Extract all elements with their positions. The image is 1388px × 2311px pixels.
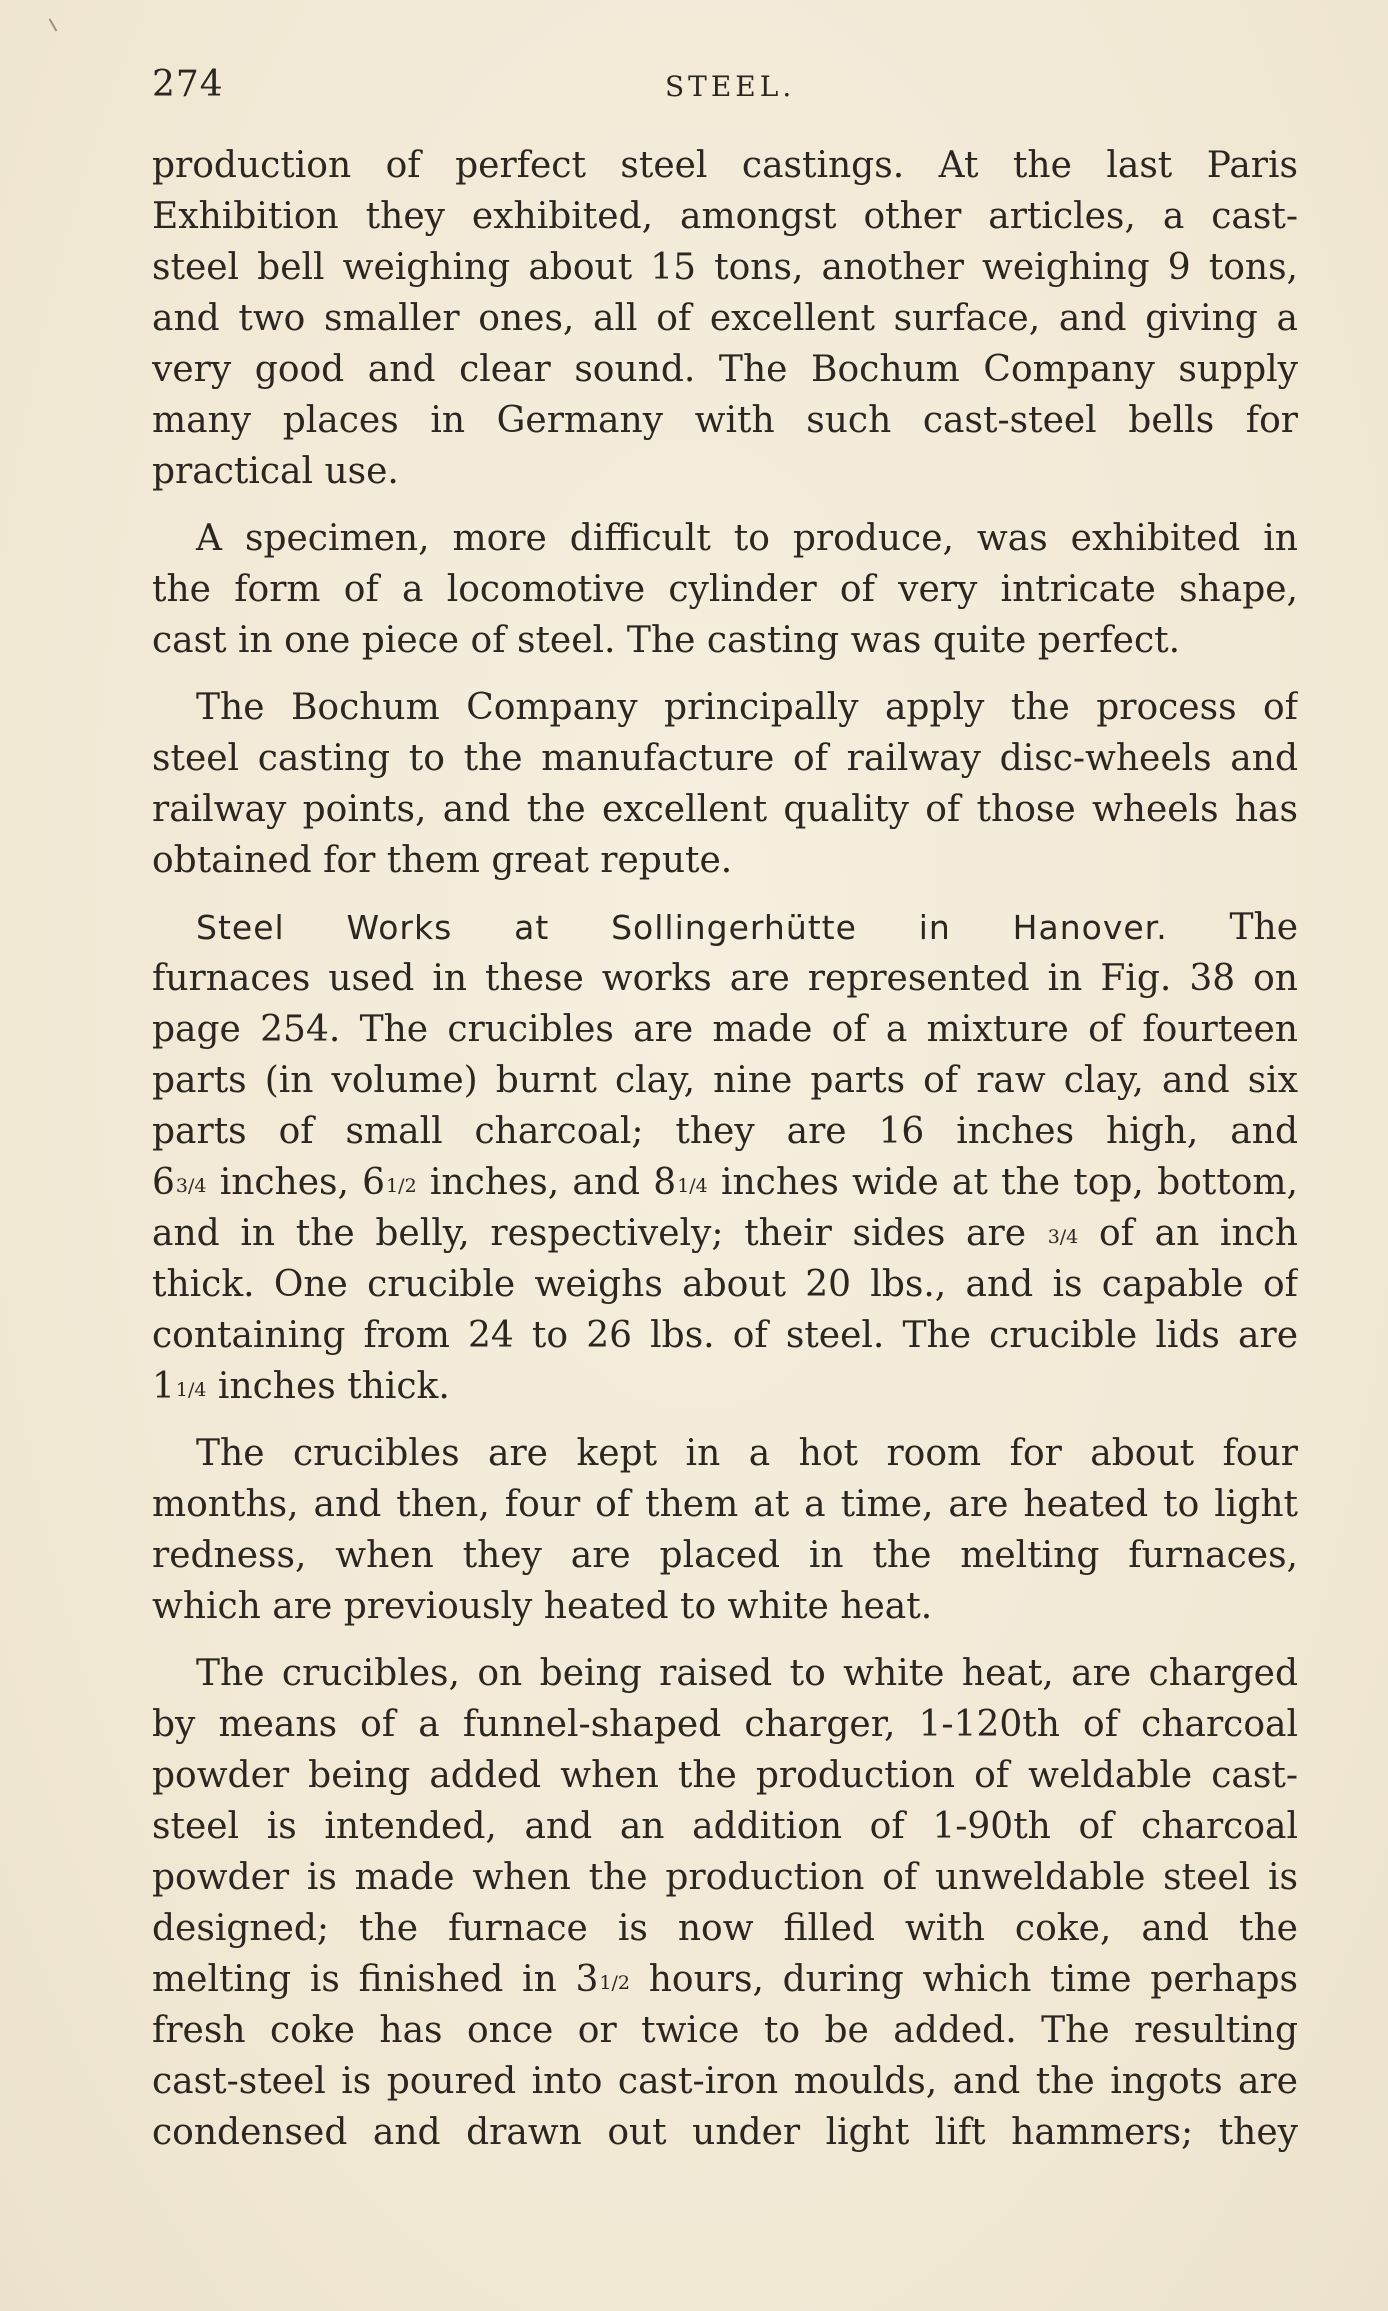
text-line: Steel Works at Sollingerhütte in Hanover. The <box>196 907 1298 948</box>
paragraph <box>152 513 1298 666</box>
text-line: steel casting to the manufacture of railway disc-wheels and <box>152 738 1298 779</box>
text-line: the form of a locomotive cylinder of very intricate shape, <box>152 569 1298 610</box>
text-line: designed; the furnace is now filled with coke, and the <box>152 1908 1298 1949</box>
text-line: obtained for them great repute. <box>152 840 733 881</box>
text-line: The Bochum Company principally apply the process of <box>196 687 1298 728</box>
fraction: 3/4 <box>175 1175 207 1197</box>
text-line: powder being added when the production of weldable cast- <box>152 1755 1298 1796</box>
text-line: practical use. <box>152 451 399 492</box>
text-line: cast-steel is poured into cast-iron moulds, and the ingots are <box>152 2061 1298 2102</box>
text-line: fresh coke has once or twice to be added. The resulting <box>152 2010 1298 2051</box>
fraction: 1/2 <box>599 1972 630 1994</box>
page-mark <box>49 18 58 31</box>
text-line: 11/4 inches thick. <box>152 1366 450 1407</box>
text-line: A specimen, more difficult to produce, was exhibited in <box>196 518 1298 559</box>
text-line: furnaces used in these works are represented in Fig. 38 on <box>152 958 1298 999</box>
body-text <box>152 140 1298 2174</box>
text-line: thick. One crucible weighs about 20 lbs., and is capable of <box>152 1264 1298 1305</box>
text-line: which are previously heated to white heat. <box>152 1586 933 1627</box>
fraction: 1/2 <box>386 1175 417 1197</box>
text-line: containing from 24 to 26 lbs. of steel. The crucible lids are <box>152 1315 1298 1356</box>
text-line: condensed and drawn out under light lift hammers; they <box>152 2112 1298 2153</box>
running-head: STEEL. <box>665 70 796 103</box>
text-line: Exhibition they exhibited, amongst other articles, a cast- <box>152 196 1298 237</box>
text-line: months, and then, four of them at a time, are heated to light <box>152 1484 1298 1525</box>
fraction: 1/4 <box>677 1175 708 1197</box>
text-line: very good and clear sound. The Bochum Company supply <box>152 349 1298 390</box>
paragraph <box>152 1428 1298 1632</box>
paragraph <box>152 140 1298 497</box>
text-line: powder is made when the production of unweldable steel is <box>152 1857 1298 1898</box>
text-line: The crucibles, on being raised to white heat, are charged <box>196 1653 1298 1694</box>
text-line: and in the belly, respectively; their sides are 3/4 of an inch <box>152 1213 1298 1254</box>
fraction: 1/4 <box>175 1379 207 1401</box>
paragraph <box>152 902 1298 1412</box>
page-number: 274 <box>152 64 224 105</box>
text-line: railway points, and the excellent quality of those wheels has <box>152 789 1298 830</box>
text-line: redness, when they are placed in the melting furnaces, <box>152 1535 1298 1576</box>
text-line: steel is intended, and an addition of 1-90th of charcoal <box>152 1806 1298 1847</box>
text-line: 63/4 inches, 61/2 inches, and 81/4 inches wide at the top, bottom, <box>152 1162 1298 1203</box>
text-line: production of perfect steel castings. At the last Paris <box>152 145 1298 186</box>
paragraph <box>152 682 1298 886</box>
text-line: The crucibles are kept in a hot room for about four <box>196 1433 1298 1474</box>
fraction: 3/4 <box>1047 1226 1079 1248</box>
text-line: by means of a funnel-shaped charger, 1-120th of charcoal <box>152 1704 1298 1745</box>
text-line: parts (in volume) burnt clay, nine parts of raw clay, and six <box>152 1060 1298 1101</box>
text-line: steel bell weighing about 15 tons, another weighing 9 tons, <box>152 247 1298 288</box>
paragraph <box>152 1648 1298 2158</box>
text-line: parts of small charcoal; they are 16 inches high, and <box>152 1111 1298 1152</box>
text-line: and two smaller ones, all of excellent surface, and giving a <box>152 298 1298 339</box>
text-line: many places in Germany with such cast-steel bells for <box>152 400 1298 441</box>
section-heading: Steel Works at Sollingerhütte in Hanover. <box>196 908 1168 947</box>
text-line: cast in one piece of steel. The casting was quite perfect. <box>152 620 1181 661</box>
page-header <box>150 62 1300 110</box>
text-line: page 254. The crucibles are made of a mixture of fourteen <box>152 1009 1298 1050</box>
text-line: melting is finished in 31/2 hours, during which time perhaps <box>152 1959 1298 2000</box>
